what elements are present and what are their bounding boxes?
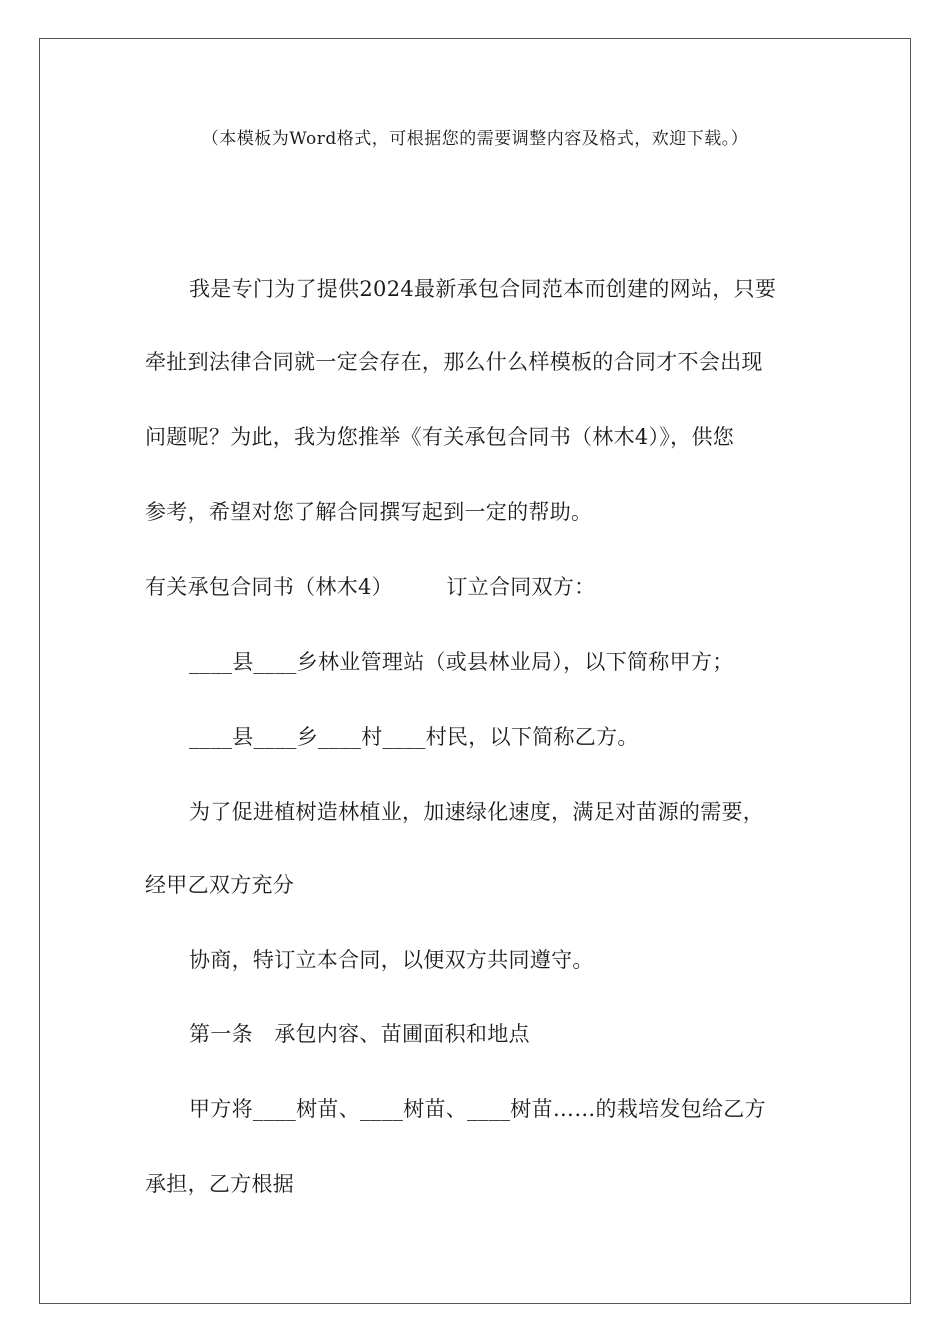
template-note: （本模板为Word格式，可根据您的需要调整内容及格式，欢迎下载。）: [201, 129, 749, 149]
paragraph-line-1: 我是专门为了提供2024最新承包合同范本而创建的网站，只要: [189, 277, 777, 301]
party-b-line: ____县____乡____村____村民，以下简称乙方。: [189, 725, 639, 749]
purpose-line-3: 协商，特订立本合同，以便双方共同遵守。: [189, 948, 594, 972]
contract-title-line: 有关承包合同书（林木4） 订立合同双方：: [145, 575, 596, 599]
article-one-line-2: 承担，乙方根据: [145, 1172, 295, 1196]
party-a-line: ____县____乡林业管理站（或县林业局），以下简称甲方；: [189, 650, 734, 674]
article-one-line-1: 甲方将____树苗、____树苗、____树苗……的栽培发包给乙方: [189, 1097, 766, 1121]
purpose-line-1: 为了促进植树造林植业，加速绿化速度，满足对苗源的需要，: [189, 800, 765, 824]
paragraph-line-2: 牵扯到法律合同就一定会存在，那么什么样模板的合同才不会出现: [145, 350, 763, 374]
article-one-heading: 第一条 承包内容、苗圃面积和地点: [189, 1022, 530, 1046]
paragraph-line-4: 参考，希望对您了解合同撰写起到一定的帮助。: [145, 500, 593, 524]
purpose-line-2: 经甲乙双方充分: [145, 873, 295, 897]
paragraph-line-3: 问题呢？为此，我为您推举《有关承包合同书（林木4）》，供您: [145, 425, 735, 449]
